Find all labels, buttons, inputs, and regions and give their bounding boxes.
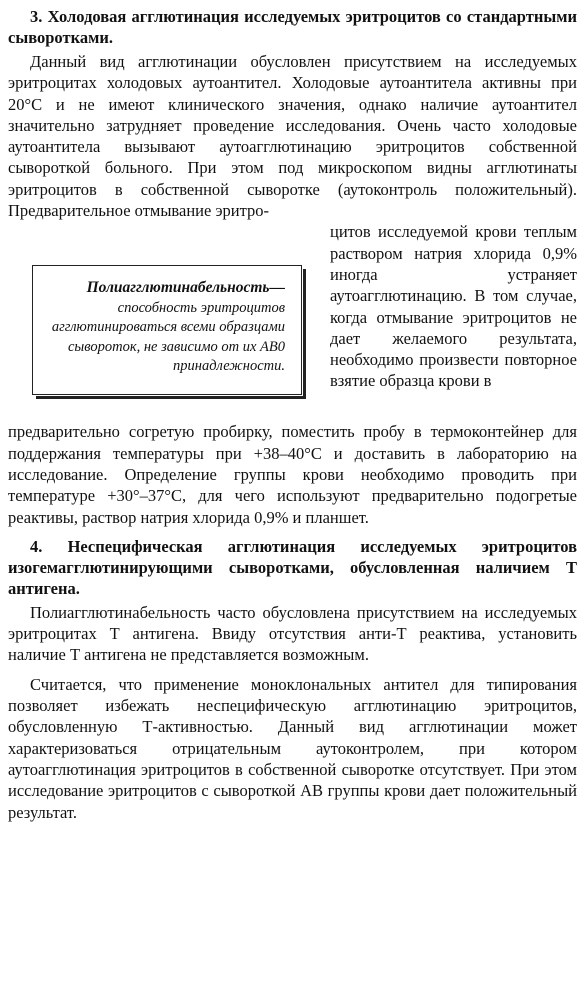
section-3-heading [8, 6, 577, 48]
section-4-paragraph-1: Полиагглютинабельность часто обусловлена присутствием на исследуемых эритроцитах Т антигена. Ввиду отсутствия анти-Т реактива, установить наличие Т антигена не представляется возможным. [8, 602, 577, 665]
section-3-paragraph-1-side: цитов исследуемой крови теплым раствором натрия хлорида 0,9% иногда устраняет аутоагглютинацию. В том случае, когда отмывание эритроцитов не дает желаемого результата, необходимо произвести повторное взятие образца крови в [330, 222, 577, 391]
section-3-paragraph-1-end: предварительно согретую пробирку, поместить пробу в термоконтейнер для поддержания температуры при +38–40°С и доставить в лабораторию на исследование. Определение группы крови необходимо проводить при температуре +30°–37°С, для чего используют предварительно подогретые реактивы, раствор натрия хлорида 0,9% и планшет. [8, 422, 577, 527]
definition-box-content [45, 278, 285, 377]
definition-box [32, 265, 302, 395]
definition-text: способность эритроцитов агглютинироваться всеми образцами сывороток, не зависимо от их АВ0 принадлежности. [51, 299, 285, 375]
section-4-number: 4. [30, 536, 43, 556]
section-4-title: Неспецифическая агглютинация исследуемых эритроцитов изогемагглютинирующими сыворотками, обусловленная наличием Т антигена. [8, 536, 578, 598]
definition-term: Полиагглютинабельность— [86, 279, 285, 297]
section-3-number: 3. [30, 7, 43, 26]
section-3-paragraph-1: Данный вид агглютинации обусловлен присутствием на исследуемых эритроцитах холодовых аутоантител. Холодовые аутоантитела активны при 20°С и не имеют клинического значения, однако наличие аутоантител значительно затрудняет проведение исследования. Очень часто холодовые аутоантитела вызывают аутоагглютинацию эритроцитов собственной сывороткой больного. При этом под микроскопом видны агглютинаты эритроцитов в собственной сыворотке (аутоконтроль положительный). Предварительное отмывание эритро- [8, 52, 577, 221]
section-4-heading [8, 536, 577, 599]
definition-area [8, 221, 330, 421]
section-3-title: Холодовая агглютинация исследуемых эритроцитов со стандартными сыворотками. [8, 7, 578, 47]
section-4-paragraph-2: Считается, что применение моноклональных антител для типирования позволяет избежать неспецифическую агглютинацию эритроцитов, обусловленную Т-активностью. Данный вид агглютинации может характеризоваться отрицательным аутоконтролем, при котором аутоагглютинация эритроцитов в собственной сыворотке отсутствует. При этом исследование эритроцитов с сывороткой АВ группы крови дает положительный результат. [8, 674, 577, 822]
